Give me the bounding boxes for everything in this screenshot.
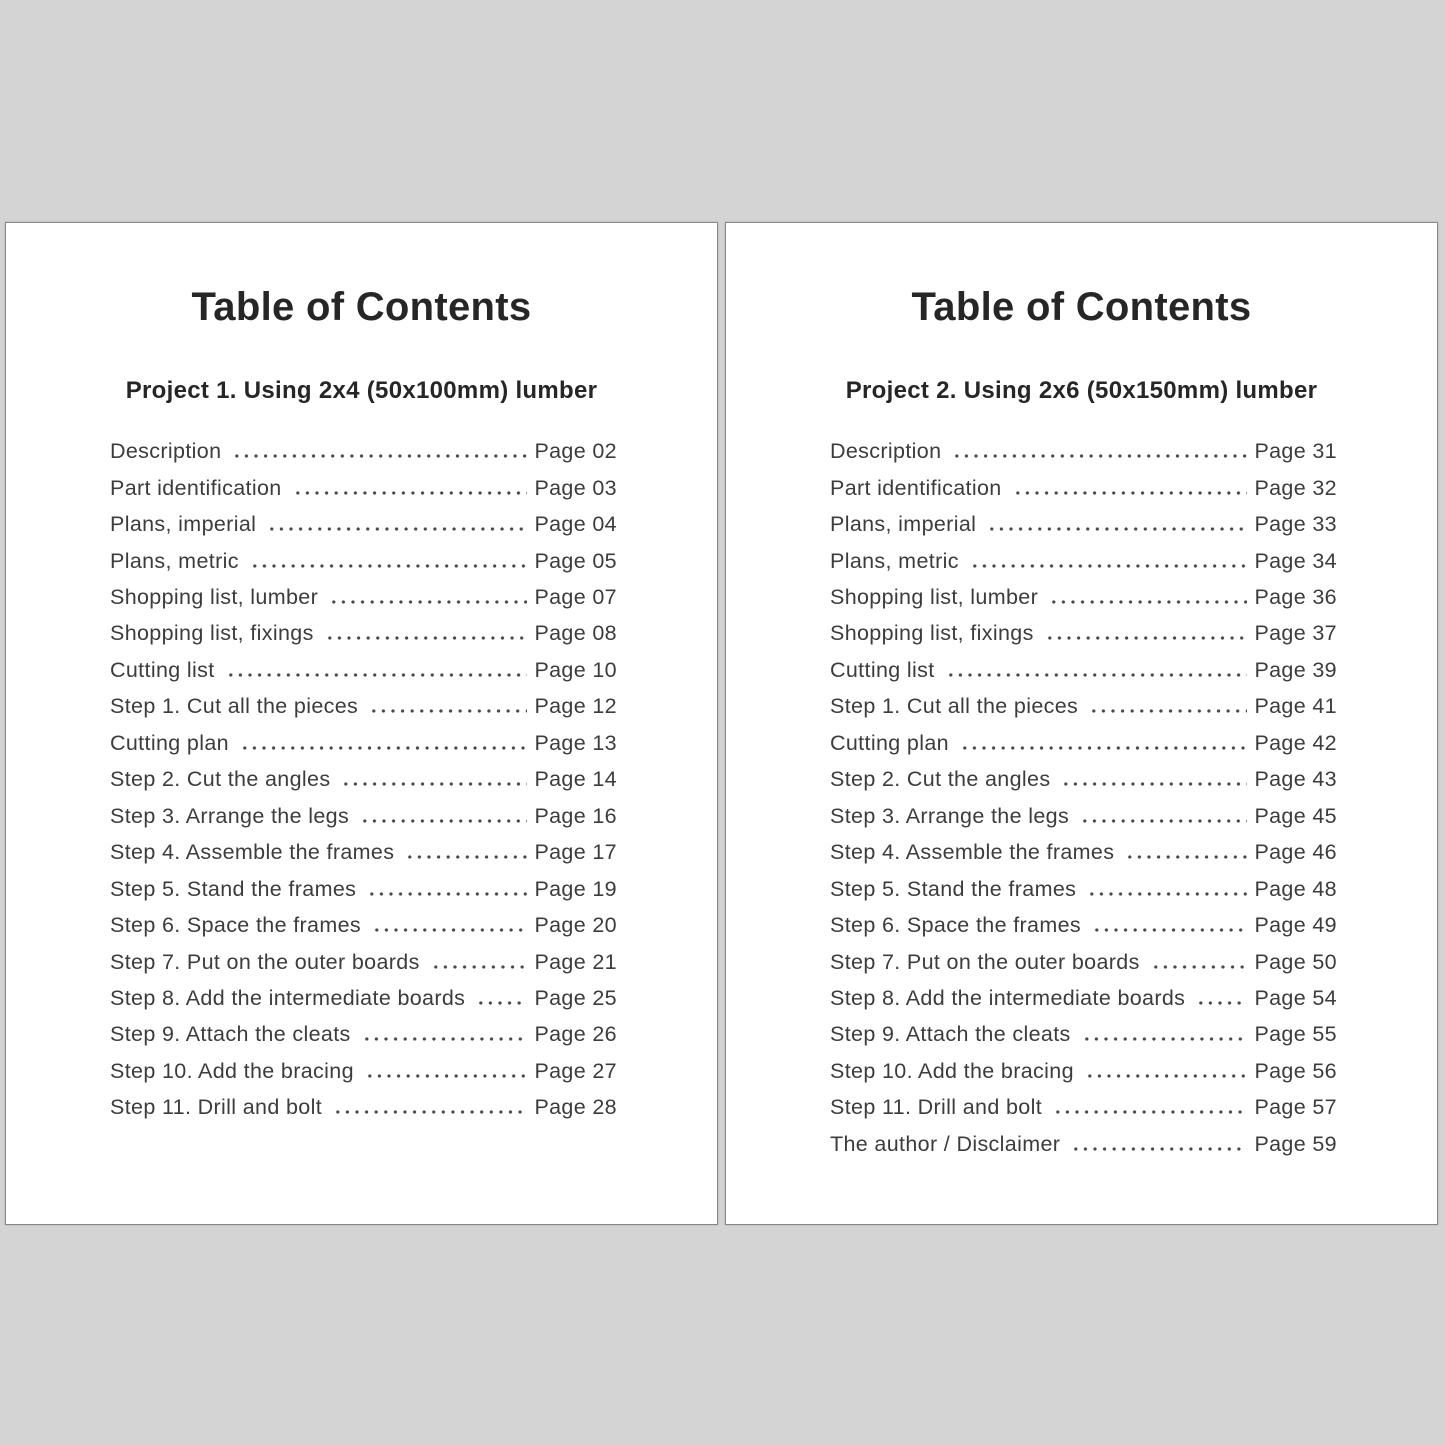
dot-leader — [1080, 1037, 1248, 1041]
toc-entry-label: The author / Disclaimer — [830, 1131, 1061, 1156]
toc-entry-page: Page 50 — [1254, 949, 1337, 974]
dot-leader — [370, 928, 527, 932]
toc-entry-label: Step 3. Arrange the legs — [110, 803, 350, 828]
toc-entry-page: Page 07 — [534, 585, 617, 609]
toc-entry-label: Step 10. Add the bracing — [110, 1058, 354, 1083]
dot-leader — [1087, 709, 1247, 713]
toc-entry — [830, 761, 1337, 797]
toc-entry — [110, 688, 617, 724]
toc-entry-label: Part identification — [830, 475, 1002, 500]
dot-leader — [365, 892, 527, 896]
dot-leader — [230, 454, 527, 458]
toc-entry-page: Page 39 — [1254, 657, 1337, 682]
toc-entry-page: Page 08 — [534, 621, 617, 646]
dot-leader — [327, 600, 527, 604]
toc-entry-page: Page 59 — [1254, 1131, 1337, 1156]
toc-entry — [110, 433, 617, 469]
toc-entry-label: Step 5. Stand the frames — [110, 876, 357, 901]
toc-entry — [830, 652, 1337, 688]
toc-entry-label: Step 11. Drill and bolt — [830, 1095, 1043, 1120]
toc-entry-page: Page 37 — [1254, 621, 1337, 646]
toc-entry-page: Page 42 — [1254, 730, 1337, 755]
dot-leader — [331, 1110, 527, 1114]
toc-entry-label: Step 3. Arrange the legs — [830, 803, 1070, 828]
dot-leader — [363, 1074, 528, 1078]
toc-entry-label: Step 11. Drill and bolt — [110, 1095, 323, 1120]
toc-entry-page: Page 21 — [534, 949, 617, 974]
toc-entry-page: Page 25 — [534, 985, 617, 1010]
dot-leader — [944, 673, 1248, 677]
toc-entry-label: Step 9. Attach the cleats — [110, 1022, 351, 1047]
dot-leader — [358, 819, 527, 823]
toc-entry-page: Page 34 — [1254, 548, 1337, 573]
toc-entry — [830, 506, 1337, 542]
toc-entry — [830, 470, 1337, 506]
dot-leader — [1149, 965, 1248, 969]
dot-leader — [367, 709, 527, 713]
toc-entry-label: Step 2. Cut the angles — [830, 767, 1051, 792]
toc-entry-label: Step 1. Cut all the pieces — [110, 694, 359, 719]
project-heading: Project 1. Using 2x4 (50x100mm) lumber — [125, 377, 598, 404]
toc-entry — [110, 798, 617, 834]
toc-entry-page: Page 04 — [534, 512, 617, 537]
toc-entry — [110, 761, 617, 797]
toc-entry — [830, 834, 1337, 870]
dot-leader — [1083, 1074, 1248, 1078]
dot-leader — [474, 1001, 527, 1005]
toc-entry — [110, 944, 617, 980]
toc-entry — [830, 871, 1337, 907]
toc-entry — [110, 579, 617, 615]
toc-page-1 — [5, 222, 718, 1225]
toc-entry — [110, 871, 617, 907]
project-heading: Project 2. Using 2x6 (50x150mm) lumber — [845, 377, 1318, 404]
toc-entry-label: Cutting plan — [830, 730, 949, 755]
toc-entry-label: Step 1. Cut all the pieces — [830, 694, 1079, 719]
toc-entry — [110, 1089, 617, 1125]
toc-entry — [830, 615, 1337, 651]
toc-entry — [110, 543, 617, 579]
toc-entry — [110, 506, 617, 542]
dot-leader — [985, 527, 1247, 531]
toc-entry-page: Page 27 — [534, 1058, 617, 1083]
toc-entry-label: Step 2. Cut the angles — [110, 767, 331, 792]
dot-leader — [1011, 491, 1248, 495]
toc-entry — [110, 980, 617, 1016]
toc-entry — [830, 1089, 1337, 1125]
toc-entry-label: Shopping list, fixings — [830, 621, 1034, 646]
dot-leader — [429, 965, 528, 969]
toc-entry — [830, 944, 1337, 980]
toc-entry — [830, 1053, 1337, 1089]
toc-entry — [830, 725, 1337, 761]
toc-entry — [830, 907, 1337, 943]
toc-entry — [830, 1016, 1337, 1052]
dot-leader — [968, 564, 1248, 568]
dot-leader — [950, 454, 1247, 458]
dot-leader — [403, 855, 527, 859]
page-title: Table of Contents — [191, 285, 532, 329]
page-title: Table of Contents — [911, 285, 1252, 329]
toc-entry — [830, 798, 1337, 834]
toc-entry-label: Cutting list — [830, 657, 935, 682]
toc-entry-page: Page 43 — [1254, 767, 1337, 792]
toc-entry-page: Page 13 — [534, 730, 617, 755]
dot-leader — [1043, 636, 1248, 640]
toc-entry-label: Cutting plan — [110, 730, 229, 755]
dot-leader — [323, 636, 528, 640]
toc-entry-page: Page 16 — [534, 803, 617, 828]
dot-leader — [1047, 600, 1247, 604]
toc-entry-label: Shopping list, lumber — [110, 585, 319, 609]
toc-entry — [110, 834, 617, 870]
toc-entry-page: Page 05 — [534, 548, 617, 573]
toc-entry — [830, 543, 1337, 579]
toc-entry — [830, 433, 1337, 469]
toc-entry-page: Page 46 — [1254, 840, 1337, 865]
dot-leader — [248, 564, 528, 568]
toc-entry — [110, 470, 617, 506]
toc-entry-page: Page 19 — [534, 876, 617, 901]
dot-leader — [1194, 1001, 1247, 1005]
dot-leader — [1069, 1147, 1247, 1151]
toc-entry-page: Page 14 — [534, 767, 617, 792]
toc-entry — [110, 615, 617, 651]
toc-entry — [110, 652, 617, 688]
toc-entry-page: Page 10 — [534, 657, 617, 682]
dot-leader — [1085, 892, 1247, 896]
toc-entry-page: Page 03 — [534, 475, 617, 500]
toc-entry-page: Page 41 — [1254, 694, 1337, 719]
toc-entry-label: Description — [110, 439, 222, 464]
toc-entry — [830, 980, 1337, 1016]
toc-entry — [110, 1053, 617, 1089]
toc-entry-label: Step 7. Put on the outer boards — [110, 949, 420, 974]
toc-entry-label: Plans, imperial — [830, 512, 977, 537]
toc-entry — [830, 579, 1337, 615]
toc-entry-page: Page 17 — [534, 840, 617, 865]
toc-entry-page: Page 20 — [534, 913, 617, 938]
toc-entry-label: Step 9. Attach the cleats — [830, 1022, 1071, 1047]
toc-entry-label: Description — [830, 439, 942, 464]
toc-entry-page: Page 33 — [1254, 512, 1337, 537]
toc-entry-page: Page 12 — [534, 694, 617, 719]
toc-entry-page: Page 45 — [1254, 803, 1337, 828]
dot-leader — [1059, 782, 1247, 786]
toc-entry-label: Step 10. Add the bracing — [830, 1058, 1074, 1083]
toc-entry-page: Page 55 — [1254, 1022, 1337, 1047]
toc-entry-label: Shopping list, fixings — [110, 621, 314, 646]
toc-entry-label: Step 8. Add the intermediate boards — [110, 985, 466, 1010]
toc-entry-label: Step 4. Assemble the frames — [830, 840, 1115, 865]
toc-entries — [726, 433, 1437, 1162]
toc-entry — [110, 1016, 617, 1052]
toc-entry-label: Step 6. Space the frames — [830, 913, 1082, 938]
toc-entry — [110, 725, 617, 761]
toc-entry-label: Shopping list, lumber — [830, 585, 1039, 609]
toc-entry — [110, 907, 617, 943]
dot-leader — [958, 746, 1247, 750]
dot-leader — [339, 782, 527, 786]
toc-entry-label: Part identification — [110, 475, 282, 500]
toc-entry-label: Step 6. Space the frames — [110, 913, 362, 938]
toc-entry-page: Page 36 — [1254, 585, 1337, 609]
toc-entry-label: Step 7. Put on the outer boards — [830, 949, 1140, 974]
toc-entry — [830, 1126, 1337, 1162]
toc-entry-page: Page 32 — [1254, 475, 1337, 500]
toc-entry-label: Plans, metric — [830, 548, 959, 573]
toc-entry-label: Cutting list — [110, 657, 215, 682]
toc-entries — [6, 433, 717, 1126]
toc-entry-label: Plans, metric — [110, 548, 239, 573]
dot-leader — [360, 1037, 528, 1041]
toc-entry-page: Page 48 — [1254, 876, 1337, 901]
toc-entry-page: Page 57 — [1254, 1095, 1337, 1120]
dot-leader — [265, 527, 527, 531]
toc-entry-label: Step 5. Stand the frames — [830, 876, 1077, 901]
toc-entry-label: Plans, imperial — [110, 512, 257, 537]
dot-leader — [1123, 855, 1247, 859]
dot-leader — [1090, 928, 1247, 932]
toc-entry-page: Page 31 — [1254, 439, 1337, 464]
toc-entry-page: Page 26 — [534, 1022, 617, 1047]
toc-entry — [830, 688, 1337, 724]
toc-entry-page: Page 49 — [1254, 913, 1337, 938]
toc-page-2 — [725, 222, 1438, 1225]
toc-entry-label: Step 8. Add the intermediate boards — [830, 985, 1186, 1010]
dot-leader — [291, 491, 528, 495]
toc-entry-page: Page 56 — [1254, 1058, 1337, 1083]
dot-leader — [1078, 819, 1247, 823]
dot-leader — [224, 673, 528, 677]
toc-entry-page: Page 02 — [534, 439, 617, 464]
toc-entry-page: Page 28 — [534, 1095, 617, 1120]
toc-entry-page: Page 54 — [1254, 985, 1337, 1010]
dot-leader — [238, 746, 527, 750]
toc-entry-label: Step 4. Assemble the frames — [110, 840, 395, 865]
dot-leader — [1051, 1110, 1247, 1114]
